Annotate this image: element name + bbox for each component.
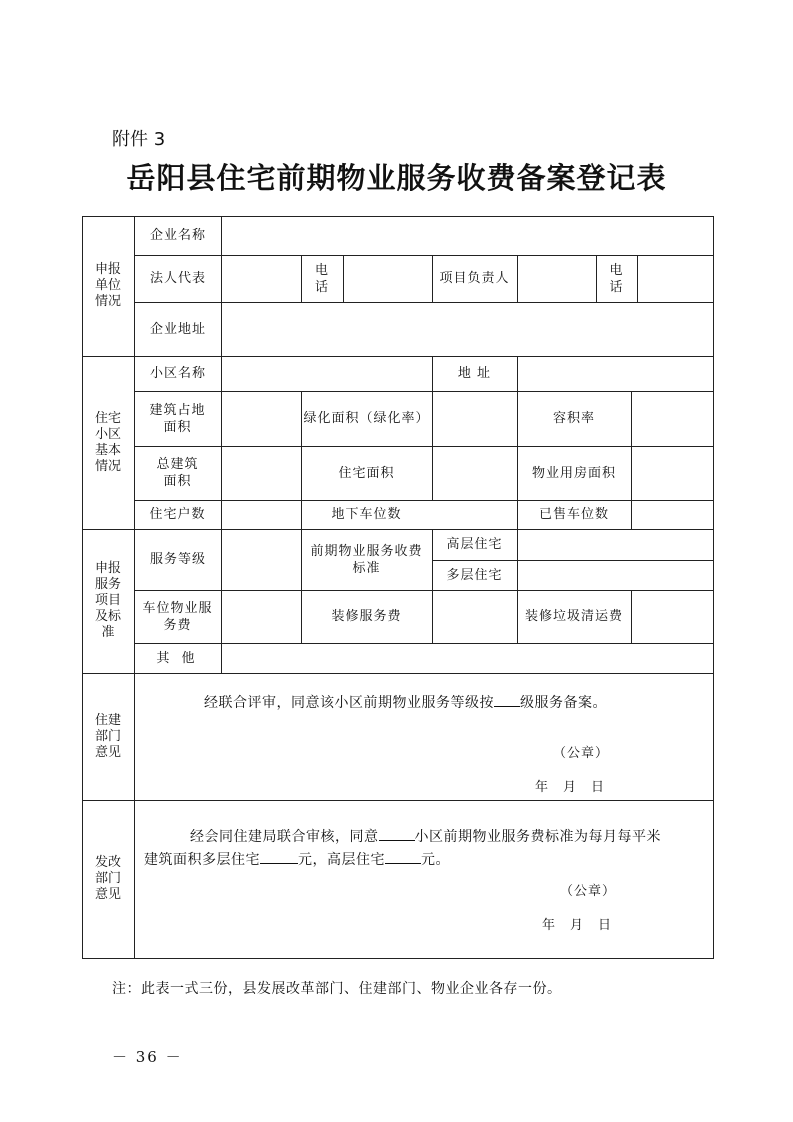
housing-date: 年 月 日 xyxy=(535,780,606,795)
section-community: 住宅小区基本情况 xyxy=(94,410,121,474)
label-total-area: 总建筑面积 xyxy=(156,457,199,489)
section-housing-dept: 住建部门意见 xyxy=(94,712,121,760)
reform-date: 年 月 日 xyxy=(542,918,613,933)
label-renovation-fee: 装修服务费 xyxy=(331,609,402,624)
label-fee-standard: 前期物业服务收费标准 xyxy=(310,543,423,576)
label-households: 住宅户数 xyxy=(149,507,206,522)
blank-high-rise-fee xyxy=(385,849,421,864)
blank-service-level xyxy=(494,692,520,707)
label-high-rise: 高层住宅 xyxy=(446,537,503,552)
label-service-level: 服务等级 xyxy=(150,552,207,567)
label-multi-storey: 多层住宅 xyxy=(446,567,503,583)
label-land-area: 建筑占地面积 xyxy=(149,402,206,435)
label-company-address: 企业地址 xyxy=(150,321,207,337)
page-title: 岳阳县住宅前期物业服务收费备案登记表 xyxy=(126,161,667,195)
label-plot-ratio: 容积率 xyxy=(552,411,595,426)
page-number: － 36 － xyxy=(112,1048,183,1066)
reform-seal: （公章） xyxy=(560,884,617,899)
section-dev-reform: 发改部门意见 xyxy=(94,855,121,902)
footnote: 注：此表一式三份，县发展改革部门、住建部门、物业企业各存一份。 xyxy=(112,981,562,997)
label-other: 其 他 xyxy=(156,650,199,666)
section-applicant: 申报单位情况 xyxy=(94,262,121,309)
label-green-area: 绿化面积（绿化率） xyxy=(303,411,430,426)
label-legal-rep: 法人代表 xyxy=(150,271,207,286)
blank-community-name xyxy=(379,826,415,841)
label-community-name: 小区名称 xyxy=(150,366,207,381)
label-phone-1: 电话 xyxy=(315,262,330,295)
label-address: 地 址 xyxy=(457,366,492,381)
label-residential-area: 住宅面积 xyxy=(338,465,395,481)
label-company-name: 企业名称 xyxy=(150,228,207,243)
housing-seal: （公章） xyxy=(553,746,610,761)
housing-opinion-text: 经联合评审，同意该小区前期物业服务等级按 级服务备案。 xyxy=(204,692,607,715)
label-phone-2: 电话 xyxy=(609,262,624,295)
attachment-label: 附件 3 xyxy=(112,129,166,150)
reform-opinion-text: 经会同住建局联合审核，同意 小区前期物业服务费标准为每月每平米 建筑面积多层住宅 元，高层住宅 元。 xyxy=(144,826,710,872)
label-waste-fee: 装修垃圾清运费 xyxy=(524,609,623,624)
label-property-room-area: 物业用房面积 xyxy=(531,465,616,481)
label-underground-parking: 地下车位数 xyxy=(331,507,402,522)
label-parking-fee: 车位物业服务费 xyxy=(142,600,213,633)
section-service: 申报服务项目及标准 xyxy=(94,561,121,640)
label-project-lead: 项目负责人 xyxy=(439,271,510,286)
blank-multi-storey-fee xyxy=(260,849,298,864)
label-sold-parking: 已售车位数 xyxy=(538,507,609,522)
